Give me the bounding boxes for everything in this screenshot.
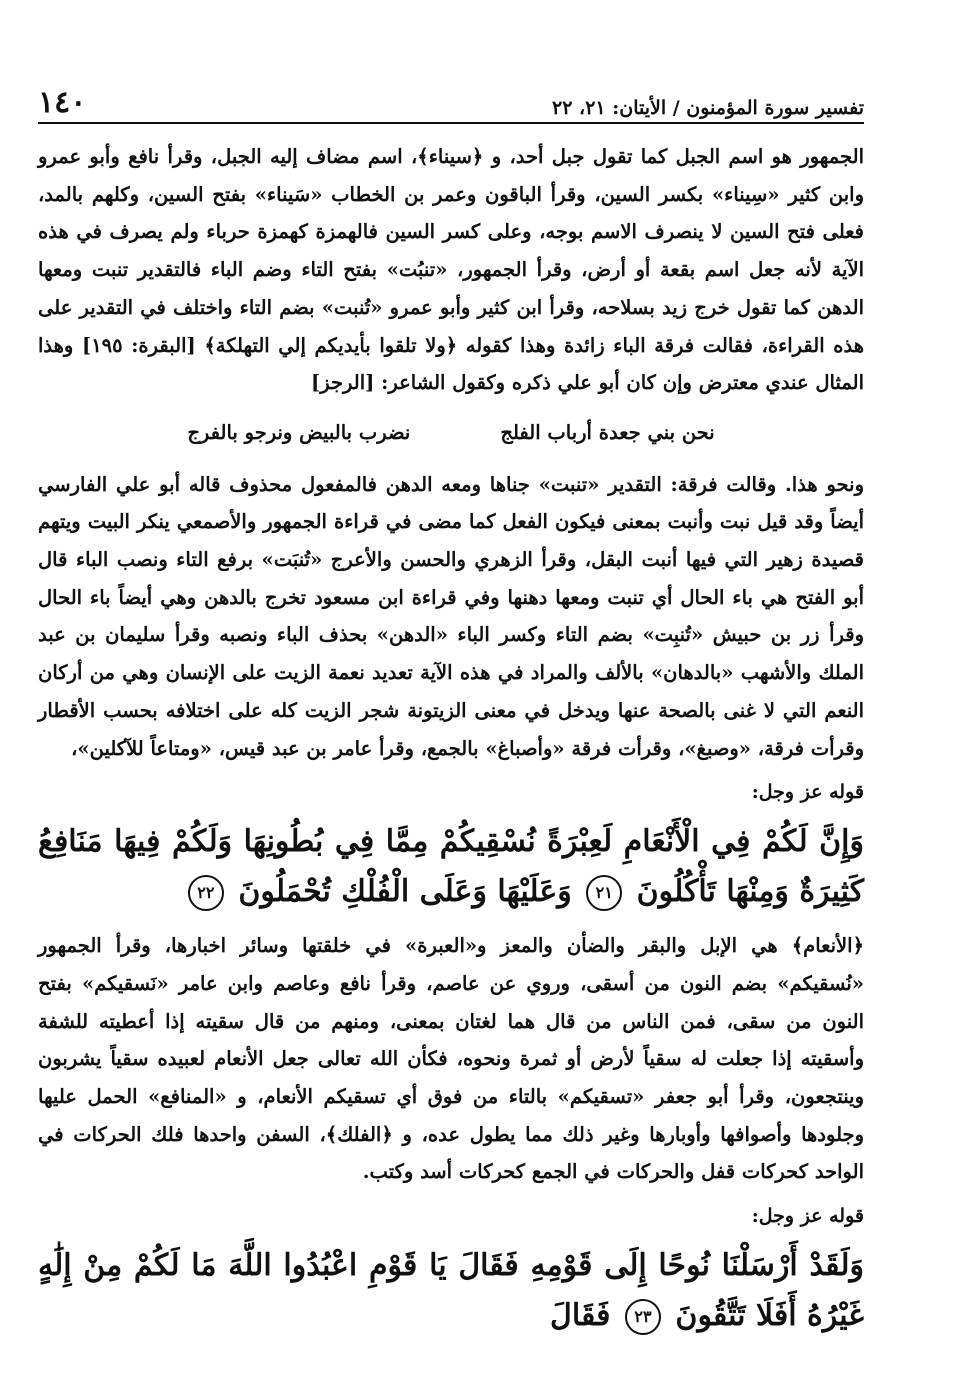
running-title: تفسير سورة المؤمنون / الأيتان: ٢١، ٢٢ [552,97,864,119]
quran-verse-1 [38,817,864,917]
page-number: ١٤٠ [38,85,87,120]
quran-verse-2-text-after: فَقَالَ [550,1298,611,1334]
quran-verse-2-text: وَلَقَدْ أَرْسَلْنَا نُوحًا إِلَى قَوْمِهِ فَقَالَ يَا قَوْمِ اعْبُدُوا اللَّهَ مَا لَكُمْ مِنْ إِلَٰهٍ غَيْرُهُ أَفَلَا تَتَّقُونَ [38,1248,864,1334]
paragraph-2: ونحو هذا. وقالت فرقة: التقدير «تنبت» جناها ومعه الدهن فالمفعول محذوف قاله أبو علي الفارسي أيضاً وقد قيل نبت وأنبت بمعنى فيكون الفعل كما مضى في قراءة الجمهور والأصمعي ينكر البيت ويتهم قصيدة زهير التي فيها أنبت البقل، وقرأ الزهري والحسن والأعرج «تُنبَت» برفع التاء ونصب الباء قال أبو الفتح هي باء الحال أي تنبت ومعها دهنها وفي قراءة ابن مسعود تخرج بالدهن وهي أيضاً باء الحال وقرأ زر بن حبيش «تُنبِت» بضم التاء وكسر الباء «الدهن» بحذف الباء ونصبه وقرأ سليمان بن عبد الملك والأشهب «بالدهان» بالألف والمراد في هذه الآية تعديد نعمة الزيت على الإنسان وهي من أركان النعم التي لا غنى بالصحة عنها ويدخل في معنى الزيتونة شجر الزيت كله على اختلافه بحسب الأقطار وقرأت فرقة، «وصبغ»، وقرأت فرقة «وأصباغ» بالجمع، وقرأ عامر بن عبد قيس، «ومتاعاً للآكلين»، [38,472,864,760]
ayah-number-marker: ٢٣ [625,1299,661,1335]
poem-hemistich-right: نحن بني جعدة أرباب الفلج [500,420,715,444]
section-heading-1: قوله عز وجل: [751,781,864,804]
quran-verse-2 [38,1241,864,1341]
quran-verse-1-text-a: وَإِنَّ لَكُمْ فِي الْأَنْعَامِ لَعِبْرَةً نُسْقِيكُمْ مِمَّا فِي بُطُونِهَا وَلَكُمْ فِيهَا مَنَافِعُ كَثِيرَةٌ وَمِنْهَا تَأْكُلُونَ [38,824,864,910]
ayah-number-marker: ٢٢ [188,875,224,911]
quran-verse-1-text-b: وَعَلَيْهَا وَعَلَى الْفُلْكِ تُحْمَلُونَ [238,874,572,910]
paragraph-1: الجمهور هو اسم الجبل كما تقول جبل أحد، و ﴿سيناء﴾، اسم مضاف إليه الجبل، وقرأ نافع وأبو عمرو وابن كثير «سِيناء» بكسر السين، وقرأ الباقون وعمر بن الخطاب «سَيناء» بفتح السين، وكلهم بالمد، فعلى فتح السين لا ينصرف الاسم بوجه، وعلى كسر السين فالهمزة كهمزة حرباء ولم يصرف في هذه الآية لأنه جعل اسم بقعة أو أرض، وقرأ الجمهور، «تنبُت» بفتح التاء وضم الباء فالتقدير تنبت ومعها الدهن كما تقول خرج زيد بسلاحه، وقرأ ابن كثير وأبو عمرو «تُنبت» بضم التاء واختلف في التقدير على هذه القراءة، فقالت فرقة الباء زائدة وهذا كقوله ﴿ولا تلقوا بأيديكم إلي التهلكة﴾ [البقرة: ١٩٥] وهذا المثال عندي معترض وإن كان أبو علي ذكره وكقول الشاعر: [الرجز] [38,145,864,395]
section-heading-2: قوله عز وجل: [751,1205,864,1228]
poem-verse [38,414,864,452]
poem-hemistich-left: نضرب بالبيض ونرجو بالفرج [187,420,411,444]
page-header [38,82,864,124]
page-body [38,138,864,1351]
paragraph-3: ﴿الأنعام﴾ هي الإبل والبقر والضأن والمعز و«العبرة» في خلقتها وسائر اخبارها، وقرأ الجمهور «نُسقيكم» بضم النون من أسقى، وروي عن عاصم، وقرأ نافع وعاصم وابن عامر «نَسقيكم» بفتح النون من سقى، فمن الناس من قال هما لغتان بمعنى، ومنهم من قال سقيته إذا أعطيته للشفة وأسقيته إذا جعلت له سقياً لأرض أو ثمرة ونحوه، فكأن الله تعالى جعل الأنعام لعبيده سقياً يشربون وينتجعون، وقرأ أبو جعفر «تسقيكم» بالتاء من فوق أي تسقيكم الأنعام، و «المنافع» الحمل عليها وجلودها وأصوافها وأوبارها وغير ذلك مما يطول عده، و ﴿الفلك﴾، السفن واحدها فلك الحركات في الواحد كحركات قفل والحركات في الجمع كحركات أسد وكتب. [38,934,864,1184]
ayah-number-marker: ٢١ [586,875,622,911]
